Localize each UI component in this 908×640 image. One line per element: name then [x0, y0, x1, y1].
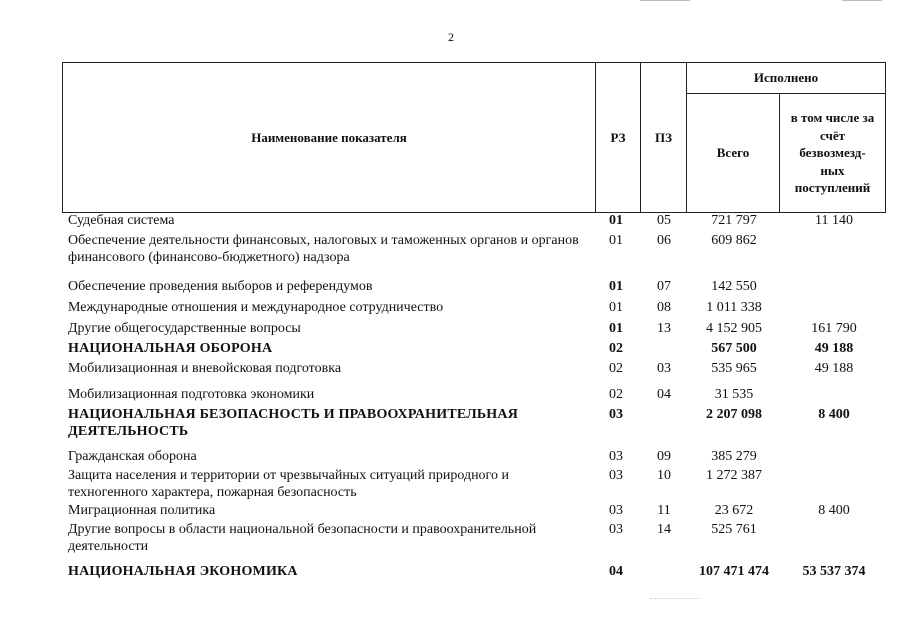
- row-name: Миграционная политика: [68, 503, 216, 518]
- row-rz: 03: [609, 468, 623, 483]
- scan-edge-line: [640, 0, 690, 1]
- row-rz: 01: [609, 233, 623, 248]
- row-rz: 01: [609, 213, 623, 228]
- row-extra: 11 140: [815, 213, 853, 228]
- row-pz: 11: [657, 503, 671, 518]
- row-name: Мобилизационная подготовка экономики: [68, 387, 315, 402]
- row-pz: 03: [657, 361, 671, 376]
- row-total: 142 550: [711, 279, 757, 294]
- row-pz: 13: [657, 321, 671, 336]
- row-total: 721 797: [711, 213, 757, 228]
- row-total: 385 279: [711, 449, 757, 464]
- row-name: Другие общегосударственные вопросы: [68, 321, 301, 336]
- table-header: [62, 62, 886, 213]
- row-rz: 02: [609, 341, 623, 356]
- header-rz-label: РЗ: [610, 129, 626, 145]
- row-total: 4 152 905: [706, 321, 762, 336]
- row-pz: 08: [657, 300, 671, 315]
- header-name-cell: [63, 63, 595, 212]
- row-name: Защита населения и территории от чрезвычайных ситуаций природного и техногенного характера, пожарная безопасность: [68, 468, 509, 500]
- row-name: Международные отношения и международное сотрудничество: [68, 300, 444, 315]
- header-rz-cell: [596, 63, 640, 212]
- header-executed-cell: [687, 63, 885, 93]
- row-rz: 03: [609, 522, 623, 537]
- row-name: Судебная система: [68, 213, 175, 228]
- row-total: 535 965: [711, 361, 757, 376]
- row-total: 23 672: [714, 503, 754, 518]
- row-name: Гражданская оборона: [68, 449, 197, 464]
- row-rz: 02: [609, 387, 623, 402]
- header-extra-cell: [780, 94, 885, 212]
- row-total: 1 272 387: [706, 468, 762, 483]
- scan-edge-line: [842, 0, 882, 1]
- row-total: 2 207 098: [706, 407, 762, 422]
- row-pz: 07: [657, 279, 671, 294]
- row-extra: 8 400: [818, 407, 850, 422]
- row-total: 567 500: [711, 341, 757, 356]
- header-extra-label: в том числе за счёт безвозмезд-ных поступлений: [790, 110, 875, 196]
- row-name: НАЦИОНАЛЬНАЯ БЕЗОПАСНОСТЬ И ПРАВООХРАНИТЕЛЬНАЯ ДЕЯТЕЛЬНОСТЬ: [68, 407, 519, 439]
- header-name-label: Наименование показателя: [251, 129, 407, 145]
- row-total: 107 471 474: [699, 564, 769, 579]
- header-pz-cell: [641, 63, 686, 212]
- row-pz: 04: [657, 387, 671, 402]
- page-number: 2: [448, 30, 454, 44]
- row-total: 609 862: [711, 233, 757, 248]
- row-pz: 10: [657, 468, 671, 483]
- row-name: Мобилизационная и вневойсковая подготовка: [68, 361, 342, 376]
- row-name: Обеспечение проведения выборов и референдумов: [68, 279, 373, 294]
- row-extra: 161 790: [811, 321, 857, 336]
- row-pz: 14: [657, 522, 671, 537]
- row-name: НАЦИОНАЛЬНАЯ ЭКОНОМИКА: [68, 564, 298, 579]
- row-pz: 05: [657, 213, 671, 228]
- row-total: 31 535: [714, 387, 754, 402]
- header-total-label: Всего: [716, 145, 750, 161]
- row-extra: 49 188: [814, 361, 854, 376]
- row-rz: 02: [609, 361, 623, 376]
- row-rz: 01: [609, 321, 623, 336]
- row-extra: 8 400: [818, 503, 850, 518]
- header-total-cell: [687, 94, 779, 212]
- row-rz: 03: [609, 503, 623, 518]
- row-rz: 01: [609, 279, 623, 294]
- header-executed-label: Исполнено: [753, 70, 819, 86]
- row-total: 525 761: [711, 522, 757, 537]
- row-rz: 03: [609, 407, 623, 422]
- row-pz: 06: [657, 233, 671, 248]
- header-pz-label: ПЗ: [655, 129, 672, 145]
- scan-artifact: [650, 598, 700, 600]
- row-name: Другие вопросы в области национальной безопасности и правоохранительной деятельности: [68, 522, 537, 554]
- row-name: Обеспечение деятельности финансовых, налоговых и таможенных органов и органов финансового (финансово-бюджетного) надзора: [68, 233, 579, 265]
- row-extra: 53 537 374: [802, 564, 866, 579]
- row-rz: 04: [609, 564, 623, 579]
- row-name: НАЦИОНАЛЬНАЯ ОБОРОНА: [68, 341, 273, 356]
- row-rz: 03: [609, 449, 623, 464]
- row-total: 1 011 338: [706, 300, 762, 315]
- row-pz: 09: [657, 449, 671, 464]
- row-rz: 01: [609, 300, 623, 315]
- row-extra: 49 188: [814, 341, 854, 356]
